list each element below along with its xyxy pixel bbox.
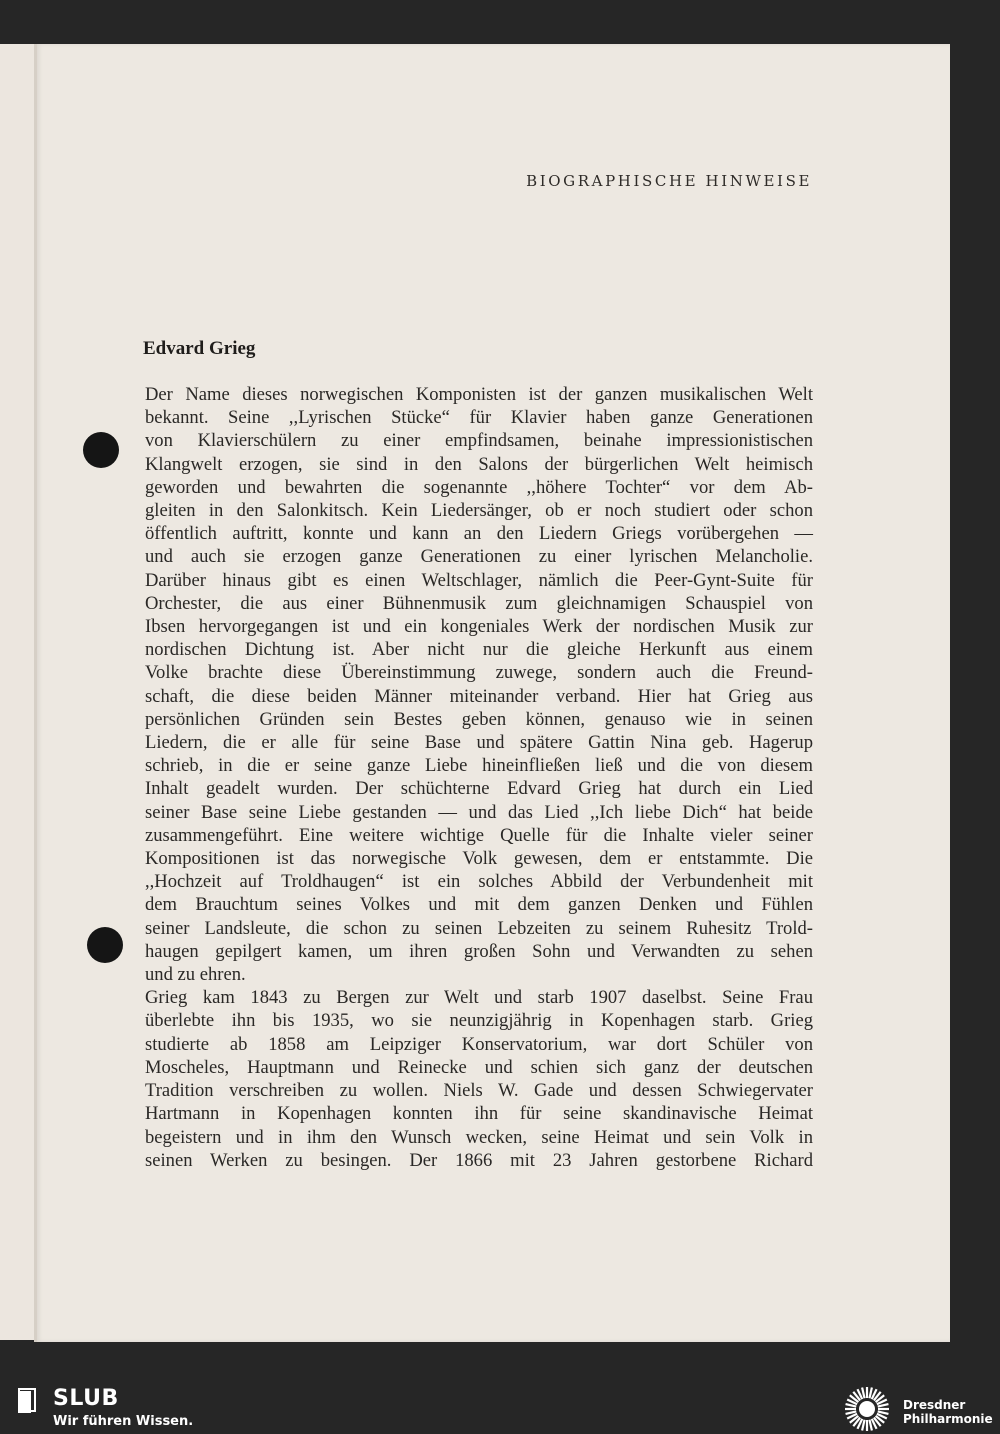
text-line: studierte ab 1858 am Leipziger Konservatorium, war dort Schüler von	[145, 1033, 813, 1055]
text-line: haugen gepilgert kamen, um ihren großen Sohn und Verwandten zu sehen	[145, 940, 813, 962]
text-line: begeistern und in ihm den Wunsch wecken, seine Heimat und sein Volk in	[145, 1126, 813, 1148]
section-heading: Edvard Grieg	[143, 338, 256, 359]
text-line: persönlichen Gründen sein Bestes geben können, genauso wie in seinen	[145, 708, 813, 730]
text-line: seinen Werken zu besingen. Der 1866 mit 23 Jahren gestorbene Richard	[145, 1149, 813, 1171]
text-line: nordischen Dichtung ist. Aber nicht nur die gleiche Herkunft aus einem	[145, 639, 813, 661]
text-line: dem Brauchtum seines Volkes und mit dem ganzen Denken und Fühlen	[145, 894, 813, 916]
text-line: Orchester, die aus einer Bühnenmusik zum gleichnamigen Schauspiel von	[145, 592, 813, 614]
text-line: schaft, die diese beiden Männer miteinander verband. Hier hat Grieg aus	[145, 685, 813, 707]
text-line: bekannt. Seine ,,Lyrischen Stücke“ für Klavier haben ganze Generationen	[145, 407, 813, 429]
text-line: und auch sie erzogen ganze Generationen zu einer lyrischen Melancholie.	[145, 546, 813, 568]
text-line: Ibsen hervorgegangen ist und ein kongeniales Werk der nordischen Musik zur	[145, 616, 813, 638]
text-line: Darüber hinaus gibt es einen Weltschlager, nämlich die Peer-Gynt-Suite für	[145, 569, 813, 591]
previous-page-edge	[0, 44, 36, 1340]
text-line: Inhalt geadelt wurden. Der schüchterne Edvard Grieg hat durch ein Lied	[145, 778, 813, 800]
text-line: Der Name dieses norwegischen Komponisten ist der ganzen musikalischen Welt	[145, 384, 813, 405]
text-line: öffentlich auftritt, konnte und kann an den Liedern Griegs vorübergehen —	[145, 523, 813, 545]
text-line: Grieg kam 1843 zu Bergen zur Welt und starb 1907 daselbst. Seine Frau	[145, 987, 813, 1009]
text-line: seiner Base seine Liebe gestanden — und das Lied ,,Ich liebe Dich“ hat beide	[145, 801, 813, 823]
text-line: Volke brachte diese Übereinstimmung zuwege, sondern auch die Freund-	[145, 662, 813, 684]
text-line: überlebte ihn bis 1935, wo sie neunzigjährig in Kopenhagen starb. Grieg	[145, 1010, 813, 1032]
partner-name-line2: Philharmonie	[903, 1412, 993, 1426]
text-line: schrieb, in die er seine ganze Liebe hineinfließen ließ und die von diesem	[145, 755, 813, 777]
library-tagline: Wir führen Wissen.	[53, 1414, 194, 1429]
text-line: und zu ehren.	[145, 964, 246, 986]
punch-hole-bottom	[87, 927, 123, 963]
text-line: Kompositionen ist das norwegische Volk gewesen, dem er entstammte. Die	[145, 848, 813, 870]
running-head: BIOGRAPHISCHE HINWEISE	[526, 172, 812, 190]
sunburst-logo-icon	[841, 1385, 893, 1433]
body-text	[145, 383, 813, 1172]
text-line: zusammengeführt. Eine weitere wichtige Quelle für die Inhalte vieler seiner	[145, 824, 813, 846]
text-line: seiner Landsleute, die schon zu seinen Lebzeiten zu seinem Ruhesitz Trold-	[145, 917, 813, 939]
text-line: Liedern, die er alle für seine Base und spätere Gattin Nina geb. Hagerup	[145, 732, 813, 754]
book-icon	[13, 1388, 39, 1416]
text-line: Moscheles, Hauptmann und Reinecke und schien sich ganz der deutschen	[145, 1056, 813, 1078]
text-line: Hartmann in Kopenhagen konnten ihn für seine skandinavische Heimat	[145, 1103, 813, 1125]
punch-hole-top	[83, 432, 119, 468]
text-line: geworden und bewahrten die sogenannte ,,höhere Tochter“ vor dem Ab-	[145, 476, 813, 498]
partner-name-line1: Dresdner	[903, 1398, 966, 1412]
text-line: von Klavierschülern zu einer empfindsamen, beinahe impressionistischen	[145, 430, 813, 452]
text-line: ,,Hochzeit auf Troldhaugen“ ist ein solches Abbild der Verbundenheit mit	[145, 871, 813, 893]
page-fold-shadow	[34, 44, 37, 1342]
text-line: Klangwelt erzogen, sie sind in den Salons der bürgerlichen Welt heimisch	[145, 453, 813, 475]
library-name: SLUB	[53, 1386, 119, 1411]
text-line: Tradition verschreiben zu wollen. Niels W. Gade und dessen Schwiegervater	[145, 1080, 813, 1102]
text-line: gleiten in den Salonkitsch. Kein Liedersänger, ob er noch studiert oder schon	[145, 500, 813, 522]
